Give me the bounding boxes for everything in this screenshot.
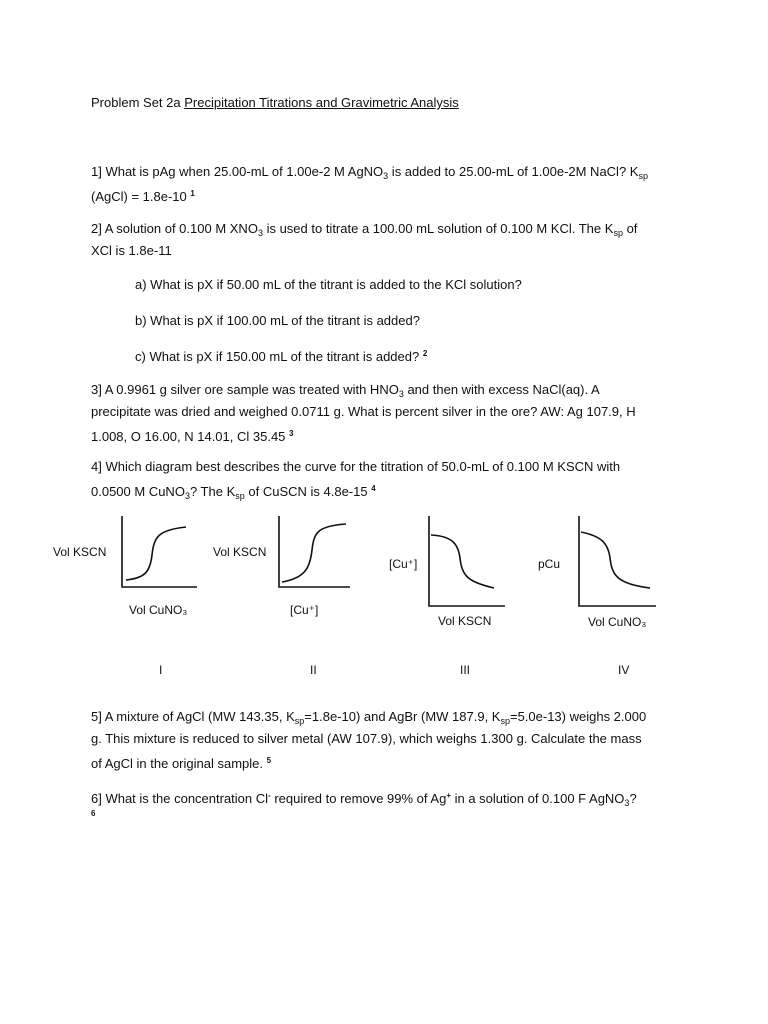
question-2b: b) What is pX if 100.00 mL of the titrant is added? [135, 313, 420, 328]
diagram-i-numeral: I [159, 663, 163, 677]
diagram-ii-axes [279, 516, 350, 587]
diagram-ii-y-label: Vol KSCN [213, 545, 267, 559]
q4-text-b: ? The K [189, 484, 236, 499]
q2-text-d: XCl is 1.8e-11 [91, 243, 172, 258]
diagram-i-curve [126, 527, 186, 580]
q6-text-d: ? [629, 791, 637, 806]
diagram-iv-curve [581, 532, 650, 588]
q1-text-c: (AgCl) = 1.8e-10 [91, 189, 187, 204]
titration-diagrams [0, 510, 768, 630]
q6-superscript-1: - [268, 791, 271, 800]
diagram-ii-curve [282, 524, 346, 582]
question-3-line-3 [91, 426, 294, 445]
question-6-line-1 [91, 788, 637, 811]
q6-superscript-2: + [446, 791, 451, 800]
q1-subscript: 3 [383, 171, 389, 181]
q3-text-c: 1.008, O 16.00, N 14.01, Cl 35.45 [91, 429, 286, 444]
diagram-iv-graph [579, 516, 656, 606]
diagram-i-graph [122, 516, 197, 587]
q3-text-b: and then with excess NaCl(aq). A [403, 382, 600, 397]
title-text: Precipitation Titrations and Gravimetric Analysis [184, 95, 459, 110]
q6-footnote: 6 [91, 809, 96, 818]
q4-footnote: 4 [371, 484, 376, 493]
diagram-iii-x-label: Vol KSCN [438, 614, 492, 628]
page-title [91, 95, 459, 111]
q6-text-b: required to remove 99% of Ag [270, 791, 447, 806]
q2-ksp-subscript: sp [613, 228, 623, 238]
diagram-iii-y-label: [Cu⁺] [389, 557, 418, 571]
question-4-line-2 [91, 481, 376, 504]
q4-text-c: of CuSCN is 4.8e-15 [244, 484, 368, 499]
question-2-line-1 [91, 221, 637, 241]
q1-text-a: 1] What is pAg when 25.00-mL of 1.00e-2 M AgNO [91, 164, 384, 179]
q3-text-a: 3] A 0.9961 g silver ore sample was treated with HNO [91, 382, 399, 397]
question-4-line-1: 4] Which diagram best describes the curve for the titration of 50.0-mL of 0.100 M KSCN with [91, 459, 621, 474]
title-prefix: Problem Set 2a [91, 95, 181, 110]
q5-text-a: 5] A mixture of AgCl (MW 143.35, K [91, 709, 295, 724]
q5-text-b: =1.8e-10) and AgBr (MW 187.9, K [304, 709, 501, 724]
question-2c [135, 346, 427, 365]
question-5-line-3 [91, 753, 271, 772]
diagram-iv-numeral: IV [618, 663, 630, 677]
q1-text-b: is added to 25.00-mL of 1.00e-2M NaCl? K [388, 164, 639, 179]
diagram-iv-x-label: Vol CuNO₃ [588, 615, 647, 629]
diagram-i-y-label: Vol KSCN [53, 545, 107, 559]
q1-ksp-subscript: sp [638, 171, 648, 181]
question-1-line-1 [91, 164, 648, 184]
diagram-iv-y-label: pCu [538, 557, 561, 571]
question-2-line-2 [91, 243, 172, 259]
q5-text-d: of AgCl in the original sample. [91, 756, 263, 771]
question-2a: a) What is pX if 50.00 mL of the titrant is added to the KCl solution? [135, 277, 522, 292]
q4-ksp-subscript: sp [235, 491, 245, 501]
q5-footnote: 5 [266, 756, 272, 765]
diagram-iv-axes [579, 516, 656, 606]
diagram-iii-curve [431, 535, 494, 588]
q3-footnote: 3 [289, 429, 294, 438]
q2-subscript: 3 [257, 228, 263, 238]
q6-subscript: 3 [624, 798, 630, 808]
question-3-line-1 [91, 382, 600, 402]
question-1-line-2 [91, 186, 195, 205]
question-3-line-2: precipitate was dried and weighed 0.0711 g. What is percent silver in the ore? AW: Ag 107.9, H [91, 404, 636, 419]
q2-text-a: 2] A solution of 0.100 M XNO [91, 221, 258, 236]
question-5-line-1 [91, 709, 646, 729]
q4-subscript: 3 [184, 491, 190, 501]
q6-text-a: 6] What is the concentration Cl [91, 791, 269, 806]
diagram-iii-axes [429, 516, 505, 606]
q1-footnote: 1 [190, 189, 195, 198]
question-5-line-2: g. This mixture is reduced to silver metal (AW 107.9), which weighs 1.300 g. Calculate the mass [91, 731, 642, 746]
diagram-iii-graph [429, 516, 505, 606]
q4-text-a: 0.0500 M CuNO [91, 484, 185, 499]
diagram-iii-numeral: III [460, 663, 471, 677]
q5-text-c: =5.0e-13) weighs 2.000 [509, 709, 647, 724]
q2-text-c: of [622, 221, 638, 236]
q2-footnote: 2 [422, 349, 428, 358]
q5-ksp-subscript-2: sp [500, 716, 510, 726]
q2c-text: c) What is pX if 150.00 mL of the titrant is added? [135, 349, 420, 364]
question-6-footnote-line [91, 806, 95, 825]
diagram-ii-graph [279, 516, 350, 587]
diagram-i-x-label: Vol CuNO₃ [129, 603, 188, 617]
q2-text-b: is used to titrate a 100.00 mL solution of 0.100 M KCl. The K [262, 221, 614, 236]
q3-subscript: 3 [398, 389, 404, 399]
q5-ksp-subscript-1: sp [294, 716, 305, 726]
diagram-ii-numeral: II [310, 663, 317, 677]
q6-text-c: in a solution of 0.100 F AgNO [450, 791, 625, 806]
diagram-ii-x-label: [Cu⁺] [290, 603, 319, 617]
